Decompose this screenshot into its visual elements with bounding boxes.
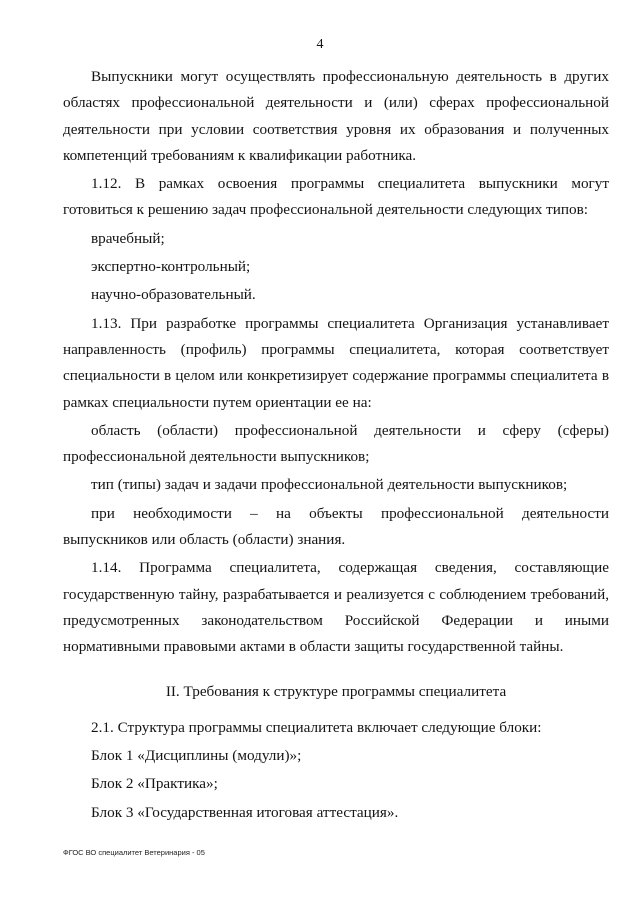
list-item-block-3: Блок 3 «Государственная итоговая аттестация». (91, 803, 399, 821)
list-item-tip: тип (типы) задач и задачи профессиональной деятельности выпускников; (91, 476, 568, 494)
list-item-vrachebny: врачебный; (91, 229, 165, 247)
footer-note: ФГОС ВО специалитет Ветеринария - 05 (63, 848, 205, 857)
paragraph-graduates: Выпускники могут осуществлять профессиональную деятельность в других областях профессиональной деятельности и (или) сферах профессиональной деятельности при условии соответствия уровня их образования и полученных компетенций требованиям к квалификации работника. (63, 68, 609, 164)
paragraph-2-1: 2.1. Структура программы специалитета включает следующие блоки: (91, 718, 542, 736)
list-item-oblast: область (области) профессиональной деятельности и сферу (сферы) профессиональной деятельности выпускников; (63, 421, 609, 466)
list-item-expert: экспертно-контрольный; (91, 258, 251, 276)
paragraph-1-13: 1.13. При разработке программы специалитета Организация устанавливает направленность (профиль) программы специалитета, которая соответствует специальности в целом или конкретизирует содержание программы специалитета в рамках специальности путем ориентации ее на: (63, 314, 609, 411)
section-heading: II. Требования к структуре программы специалитета (165, 682, 507, 700)
list-item-block-2: Блок 2 «Практика»; (91, 775, 218, 793)
document-body (63, 62, 609, 826)
page-number: 4 (316, 37, 324, 52)
paragraph-1-14: 1.14. Программа специалитета, содержащая сведения, составляющие государственную тайну, разрабатывается и реализуется с соблюдением требований, предусмотренных законодательством Российской Федерации и иными нормативными правовыми актами в области защиты государственной тайны. (63, 559, 609, 656)
list-item-block-1: Блок 1 «Дисциплины (модули)»; (91, 747, 302, 765)
list-item-nauchno: научно-образовательный. (91, 286, 256, 304)
list-item-obekty: при необходимости – на объекты профессиональной деятельности выпускников или область (области) знания. (63, 504, 609, 549)
paragraph-1-12: 1.12. В рамках освоения программы специалитета выпускники могут готовиться к решению задач профессиональной деятельности следующих типов: (63, 175, 609, 219)
